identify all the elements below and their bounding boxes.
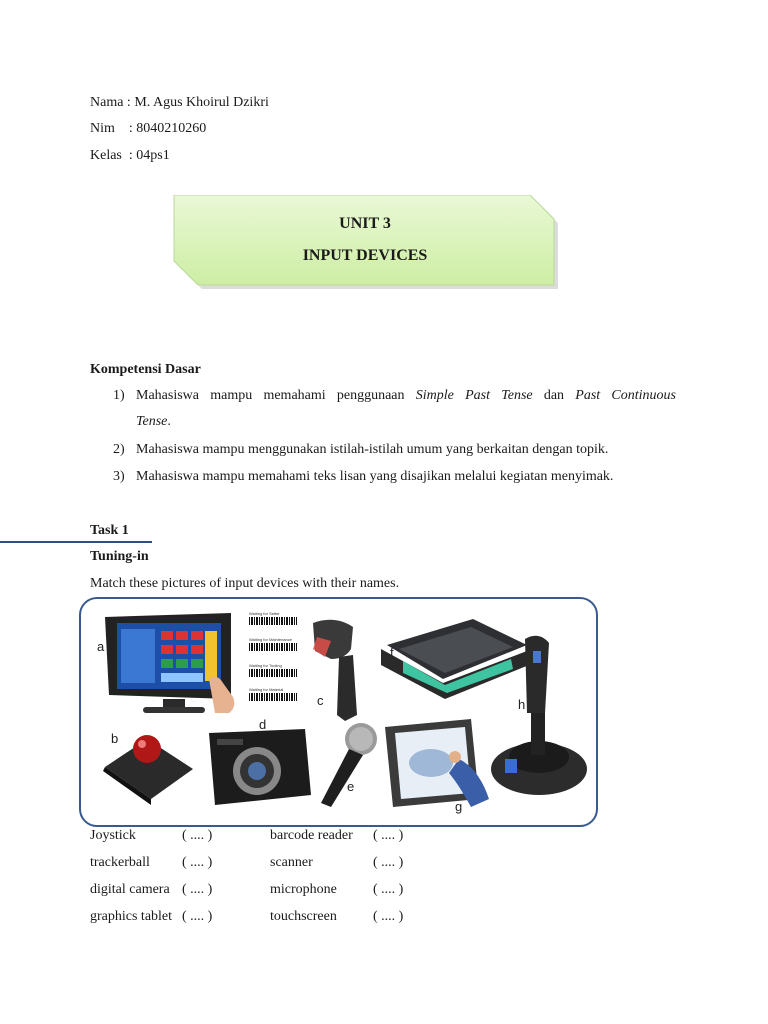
item-number: 3) bbox=[113, 469, 125, 484]
kompetensi-item-2 bbox=[113, 437, 676, 463]
kompetensi-item-3 bbox=[113, 464, 676, 490]
label-h: h bbox=[518, 697, 526, 712]
touchscreen-icon bbox=[105, 613, 234, 713]
item-text: Mahasiswa mampu memahami teks lisan yang disajikan melalui kegiatan menyimak. bbox=[136, 469, 614, 484]
microphone-icon bbox=[321, 723, 377, 807]
digital-camera-icon bbox=[209, 729, 311, 805]
graphics-tablet-icon bbox=[385, 719, 489, 807]
label-c: c bbox=[317, 693, 324, 708]
item-text: Mahasiswa mampu menggunakan istilah-istilah umum yang berkaitan dengan topik. bbox=[136, 442, 609, 457]
answer-blank[interactable]: ( .... ) bbox=[182, 855, 213, 870]
item-number: 2) bbox=[113, 442, 125, 457]
task-instruction: Match these pictures of input devices with their names. bbox=[90, 576, 400, 591]
device-name: scanner bbox=[270, 855, 313, 870]
task-subtitle: Tuning-in bbox=[90, 549, 149, 564]
answer-blank[interactable]: ( .... ) bbox=[182, 828, 213, 843]
item-text-line2: Tense. bbox=[136, 414, 171, 429]
label-d: d bbox=[259, 717, 267, 732]
kompetensi-title: Kompetensi Dasar bbox=[90, 362, 201, 377]
input-devices-picture bbox=[79, 597, 598, 827]
barcode-labels: Waiting for Setter Waiting for Maintenance Waiting for Tooling Waiting for Material bbox=[249, 611, 301, 711]
device-name: digital camera bbox=[90, 882, 170, 897]
label-f: f bbox=[390, 645, 394, 660]
label-e: e bbox=[347, 779, 355, 794]
match-row bbox=[90, 855, 430, 877]
student-nim: Nim : 8040210260 bbox=[90, 121, 207, 136]
match-row bbox=[90, 828, 430, 850]
answer-blank[interactable]: ( .... ) bbox=[373, 909, 404, 924]
student-class: Kelas : 04ps1 bbox=[90, 148, 170, 163]
device-name: barcode reader bbox=[270, 828, 353, 843]
unit-banner bbox=[172, 195, 558, 289]
match-row bbox=[90, 882, 430, 904]
item-text-line1: Mahasiswa mampu memahami penggunaan Simple Past Tense dan Past Continuous bbox=[136, 388, 676, 403]
task-title: Task 1 bbox=[90, 523, 129, 538]
answer-blank[interactable]: ( .... ) bbox=[182, 909, 213, 924]
answer-blank[interactable]: ( .... ) bbox=[182, 882, 213, 897]
device-name: microphone bbox=[270, 882, 337, 897]
unit-number: UNIT 3 bbox=[339, 215, 391, 232]
scanner-icon bbox=[381, 619, 529, 699]
answer-blank[interactable]: ( .... ) bbox=[373, 828, 404, 843]
unit-title: INPUT DEVICES bbox=[302, 247, 428, 264]
device-name: trackerball bbox=[90, 855, 150, 870]
label-g: g bbox=[455, 799, 463, 814]
label-b: b bbox=[111, 731, 119, 746]
device-name: touchscreen bbox=[270, 909, 337, 924]
student-name: Nama : M. Agus Khoirul Dzikri bbox=[90, 95, 269, 110]
answer-blank[interactable]: ( .... ) bbox=[373, 855, 404, 870]
label-a: a bbox=[97, 639, 105, 654]
item-number: 1) bbox=[113, 388, 125, 403]
match-row bbox=[90, 909, 430, 931]
device-name: Joystick bbox=[90, 828, 136, 843]
task-divider bbox=[0, 541, 152, 543]
answer-blank[interactable]: ( .... ) bbox=[373, 882, 404, 897]
kompetensi-item-1 bbox=[113, 383, 676, 435]
device-name: graphics tablet bbox=[90, 909, 173, 924]
